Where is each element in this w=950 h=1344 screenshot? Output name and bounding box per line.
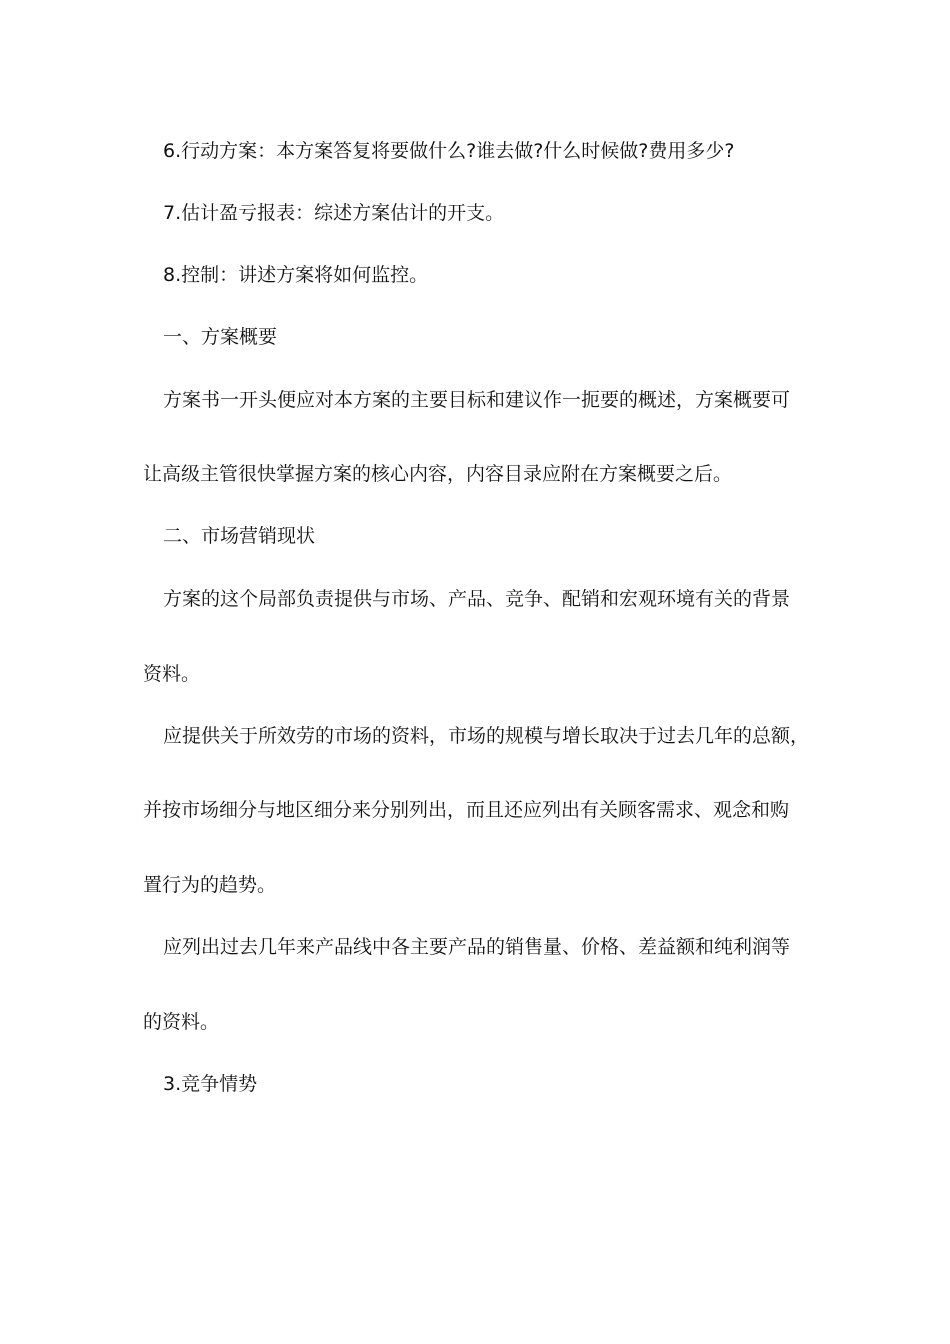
item-competition: 3.竞争情势 bbox=[163, 1073, 258, 1095]
paragraph-market-info-line-2: 并按市场细分与地区细分来分别列出，而且还应列出有关顾客需求、观念和购 bbox=[143, 799, 790, 821]
item-profit-loss-statement: 7.估计盈亏报表：综述方案估计的开支。 bbox=[163, 202, 505, 224]
paragraph-summary-line-1: 方案书一开头便应对本方案的主要目标和建议作一扼要的概述，方案概要可 bbox=[163, 389, 791, 411]
paragraph-product-info-line-2: 的资料。 bbox=[143, 1011, 220, 1033]
paragraph-product-info-line-1: 应列出过去几年来产品线中各主要产品的销售量、价格、差益额和纯利润等 bbox=[163, 936, 791, 958]
item-action-plan: 6.行动方案：本方案答复将要做什么?谁去做?什么时候做?费用多少? bbox=[163, 140, 735, 162]
paragraph-market-status-line-2: 资料。 bbox=[143, 663, 201, 685]
item-control: 8.控制：讲述方案将如何监控。 bbox=[163, 264, 429, 286]
paragraph-summary-line-2: 让高级主管很快掌握方案的核心内容，内容目录应附在方案概要之后。 bbox=[143, 463, 733, 485]
section-heading-market-status: 二、市场营销现状 bbox=[163, 525, 316, 547]
paragraph-market-info-line-1: 应提供关于所效劳的市场的资料，市场的规模与增长取决于过去几年的总额， bbox=[163, 725, 810, 747]
section-heading-summary: 一、方案概要 bbox=[163, 326, 278, 348]
paragraph-market-info-line-3: 置行为的趋势。 bbox=[143, 874, 277, 896]
paragraph-market-status-line-1: 方案的这个局部负责提供与市场、产品、竞争、配销和宏观环境有关的背景 bbox=[163, 588, 791, 610]
